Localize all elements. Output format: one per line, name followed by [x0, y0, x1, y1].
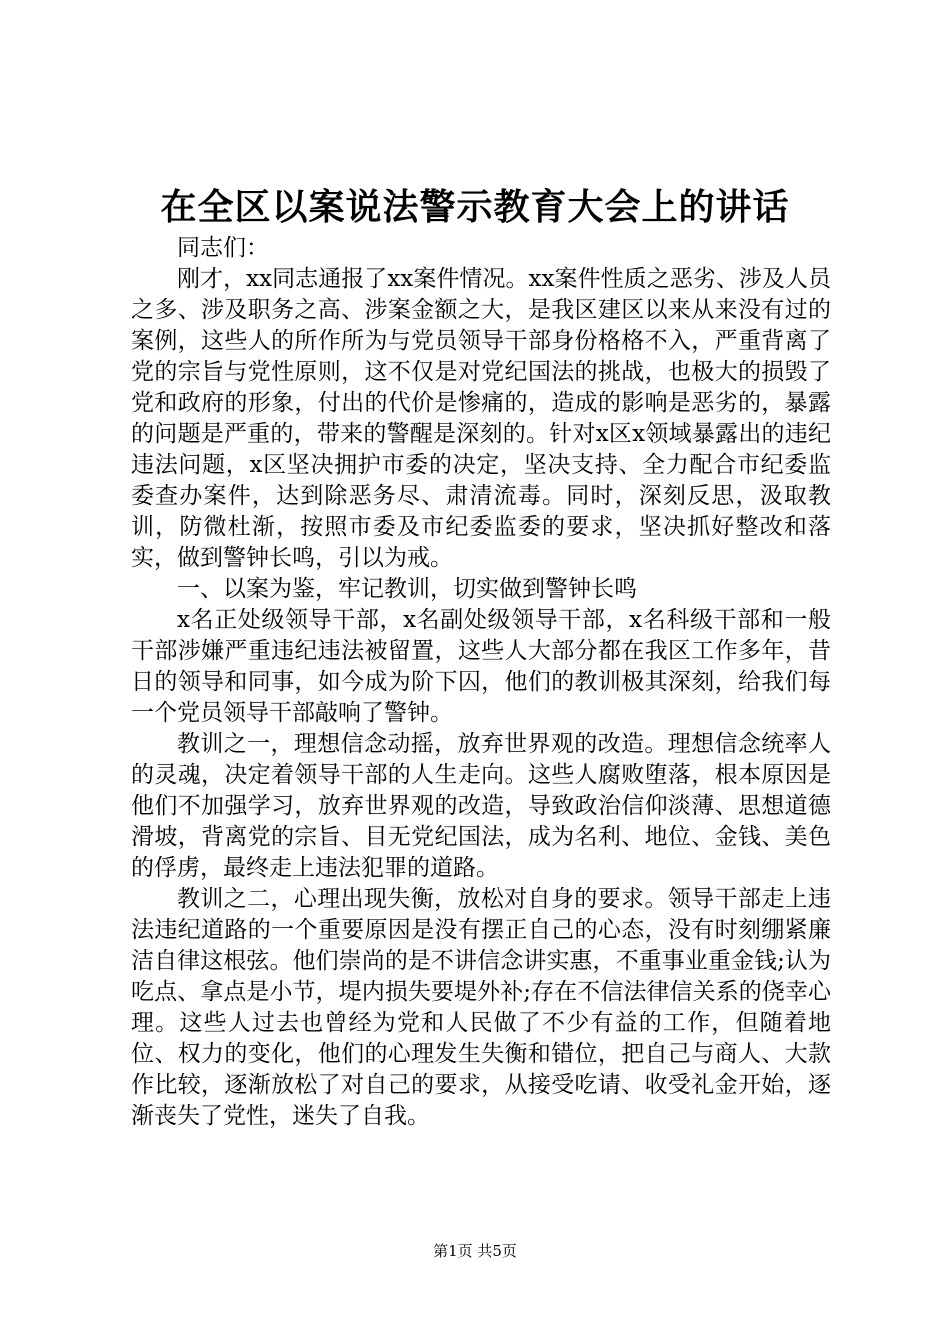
- page-title: 在全区以案说法警示教育大会上的讲话: [160, 186, 790, 228]
- paragraph-detention: x名正处级领导干部，x名副处级领导干部，x名科级干部和一般干部涉嫌严重违纪违法被留置，这些人大部分都在我区工作多年，昔日的领导和同事，如今成为阶下囚，他们的教训极其深刻，给我们每一个党员领导干部敲响了警钟。: [131, 607, 831, 726]
- paragraph-lesson-two: 教训之二，心理出现失衡，放松对自身的要求。领导干部走上违法违纪道路的一个重要原因是没有摆正自己的心态，没有时刻绷紧廉洁自律这根弦。他们崇尚的是不讲信念讲实惠，不重事业重金钱;认为吃点、拿点是小节，堤内损失要堤外补;存在不信法律信关系的侥幸心理。这些人过去也曾经为党和人民做了不少有益的工作，但随着地位、权力的变化，他们的心理发生失衡和错位，把自己与商人、大款作比较，逐渐放松了对自己的要求，从接受吃请、收受礼金开始，逐渐丧失了党性，迷失了自我。: [131, 886, 831, 1129]
- paragraph-intro: 刚才，xx同志通报了xx案件情况。xx案件性质之恶劣、涉及人员之多、涉及职务之高、涉案金额之大，是我区建区以来从来没有过的案例，这些人的所作所为与党员领导干部身份格格不入，严重背离了党的宗旨与党性原则，这不仅是对党纪国法的挑战，也极大的损毁了党和政府的形象，付出的代价是惨痛的，造成的影响是恶劣的，暴露的问题是严重的，带来的警醒是深刻的。针对x区x领域暴露出的违纪违法问题，x区坚决拥护市委的决定，坚决支持、全力配合市纪委监委查办案件，达到除恶务尽、肃清流毒。同时，深刻反思，汲取教训，防微杜渐，按照市委及市纪委监委的要求，坚决抓好整改和落实，做到警钟长鸣，引以为戒。: [131, 266, 831, 571]
- page-footer: 第1页 共5页: [433, 1242, 517, 1260]
- greeting: 同志们：: [177, 235, 269, 261]
- paragraph-lesson-one: 教训之一，理想信念动摇，放弃世界观的改造。理想信念统率人的灵魂，决定着领导干部的人生走向。这些人腐败堕落，根本原因是他们不加强学习，放弃世界观的改造，导致政治信仰淡薄、思想道德滑坡，背离党的宗旨、目无党纪国法，成为名利、地位、金钱、美色的俘虏，最终走上违法犯罪的道路。: [131, 731, 831, 881]
- section-heading: 一、以案为鉴，牢记教训，切实做到警钟长鸣: [177, 576, 637, 602]
- document-body: [131, 233, 831, 1132]
